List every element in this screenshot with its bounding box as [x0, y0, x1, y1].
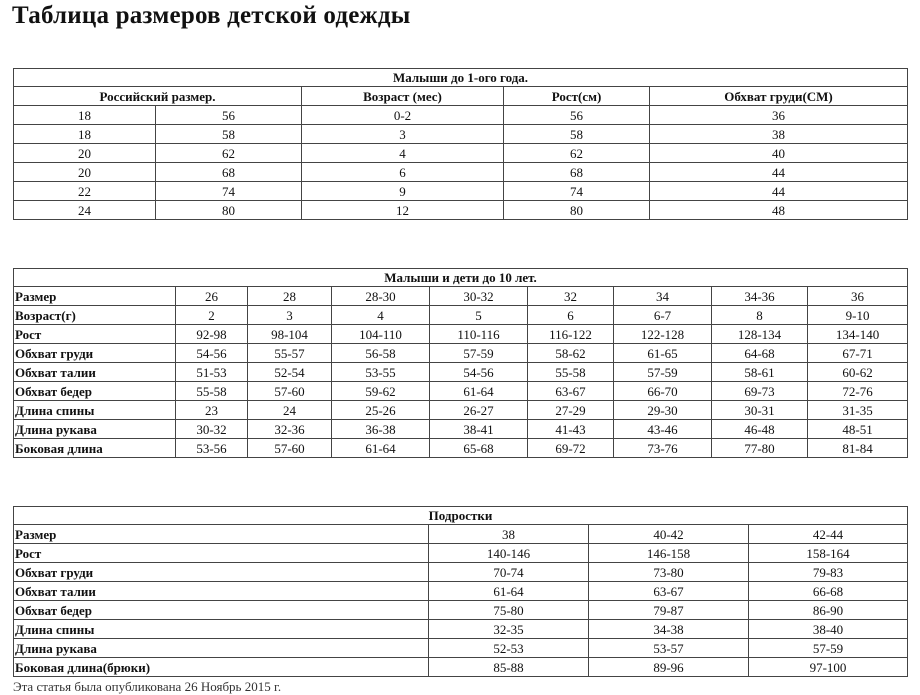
table-cell: 32	[528, 287, 614, 306]
row-label: Обхват талии	[14, 582, 429, 601]
table-cell: 36	[650, 106, 908, 125]
table-cell: 12	[302, 201, 504, 220]
table-row	[14, 544, 908, 563]
table-row	[14, 620, 908, 639]
table-cell: 23	[176, 401, 248, 420]
table-row	[14, 658, 908, 677]
header-russian-size: Российский размер.	[14, 87, 302, 106]
table-cell: 32-36	[248, 420, 332, 439]
table-row	[14, 287, 908, 306]
table-row	[14, 363, 908, 382]
table-row	[14, 344, 908, 363]
table-cell: 73-76	[614, 439, 712, 458]
table-cell: 43-46	[614, 420, 712, 439]
page-title: Таблица размеров детской одежды	[12, 2, 411, 29]
row-label: Боковая длина	[14, 439, 176, 458]
table-cell: 63-67	[589, 582, 749, 601]
table-cell: 65-68	[430, 439, 528, 458]
table-cell: 64-68	[712, 344, 808, 363]
table-cell: 20	[14, 163, 156, 182]
table-cell: 146-158	[589, 544, 749, 563]
table-cell: 92-98	[176, 325, 248, 344]
table-cell: 53-55	[332, 363, 430, 382]
table-cell: 53-56	[176, 439, 248, 458]
row-label: Боковая длина(брюки)	[14, 658, 429, 677]
table-cell: 56	[504, 106, 650, 125]
table-cell: 48-51	[808, 420, 908, 439]
table-cell: 54-56	[176, 344, 248, 363]
table-cell: 75-80	[429, 601, 589, 620]
row-label: Обхват талии	[14, 363, 176, 382]
row-label: Обхват бедер	[14, 382, 176, 401]
table-cell: 57-60	[248, 382, 332, 401]
table-row	[14, 601, 908, 620]
table-cell: 24	[14, 201, 156, 220]
table-cell: 61-65	[614, 344, 712, 363]
table-cell: 8	[712, 306, 808, 325]
table-cell: 70-74	[429, 563, 589, 582]
table-cell: 28-30	[332, 287, 430, 306]
table-cell: 81-84	[808, 439, 908, 458]
table-cell: 44	[650, 182, 908, 201]
table-cell: 61-64	[332, 439, 430, 458]
infants-size-table	[13, 68, 908, 220]
table-cell: 26	[176, 287, 248, 306]
table-cell: 9	[302, 182, 504, 201]
table-cell: 30-31	[712, 401, 808, 420]
table-row	[14, 106, 908, 125]
row-label: Длина рукава	[14, 420, 176, 439]
row-label: Возраст(г)	[14, 306, 176, 325]
kids-caption: Малыши и дети до 10 лет.	[14, 269, 908, 287]
table-row	[14, 144, 908, 163]
row-label: Обхват груди	[14, 344, 176, 363]
table-cell: 59-62	[332, 382, 430, 401]
table-row	[14, 563, 908, 582]
table-cell: 5	[430, 306, 528, 325]
table-cell: 28	[248, 287, 332, 306]
table-cell: 34-36	[712, 287, 808, 306]
table-cell: 3	[248, 306, 332, 325]
table-cell: 57-60	[248, 439, 332, 458]
table-cell: 38	[650, 125, 908, 144]
table-row	[14, 325, 908, 344]
table-row	[14, 382, 908, 401]
table-cell: 20	[14, 144, 156, 163]
teens-caption: Подростки	[14, 507, 908, 525]
table-row	[14, 306, 908, 325]
table-cell: 98-104	[248, 325, 332, 344]
table-cell: 38-40	[749, 620, 908, 639]
row-label: Длина спины	[14, 401, 176, 420]
table-cell: 56	[156, 106, 302, 125]
table-cell: 58-62	[528, 344, 614, 363]
table-cell: 66-68	[749, 582, 908, 601]
row-label: Длина спины	[14, 620, 429, 639]
table-cell: 18	[14, 125, 156, 144]
table-cell: 80	[156, 201, 302, 220]
table-row	[14, 525, 908, 544]
table-cell: 2	[176, 306, 248, 325]
table-cell: 6-7	[614, 306, 712, 325]
table-row	[14, 582, 908, 601]
table-cell: 104-110	[332, 325, 430, 344]
table-cell: 29-30	[614, 401, 712, 420]
table-cell: 66-70	[614, 382, 712, 401]
table-cell: 58	[504, 125, 650, 144]
table-cell: 18	[14, 106, 156, 125]
table-cell: 6	[528, 306, 614, 325]
table-cell: 68	[504, 163, 650, 182]
table-cell: 41-43	[528, 420, 614, 439]
table-row	[14, 401, 908, 420]
table-cell: 25-26	[332, 401, 430, 420]
table-row	[14, 420, 908, 439]
table-cell: 140-146	[429, 544, 589, 563]
table-cell: 68	[156, 163, 302, 182]
table-cell: 134-140	[808, 325, 908, 344]
table-cell: 97-100	[749, 658, 908, 677]
publication-note: Эта статья была опубликована 26 Ноябрь 2015 г.	[13, 679, 282, 694]
infants-caption: Малыши до 1-ого года.	[14, 69, 908, 87]
row-label: Обхват груди	[14, 563, 429, 582]
table-cell: 27-29	[528, 401, 614, 420]
table-cell: 79-83	[749, 563, 908, 582]
table-cell: 24	[248, 401, 332, 420]
table-cell: 62	[504, 144, 650, 163]
table-cell: 122-128	[614, 325, 712, 344]
table-cell: 34	[614, 287, 712, 306]
table-cell: 73-80	[589, 563, 749, 582]
table-row	[14, 182, 908, 201]
table-cell: 40	[650, 144, 908, 163]
table-cell: 57-59	[430, 344, 528, 363]
table-cell: 54-56	[430, 363, 528, 382]
kids-size-table	[13, 268, 908, 458]
header-height-cm: Рост(см)	[504, 87, 650, 106]
table-row	[14, 163, 908, 182]
table-cell: 74	[504, 182, 650, 201]
table-cell: 55-58	[528, 363, 614, 382]
table-cell: 36	[808, 287, 908, 306]
table-row	[14, 639, 908, 658]
table-cell: 4	[302, 144, 504, 163]
table-cell: 79-87	[589, 601, 749, 620]
table-cell: 89-96	[589, 658, 749, 677]
table-cell: 4	[332, 306, 430, 325]
row-label: Размер	[14, 287, 176, 306]
table-cell: 158-164	[749, 544, 908, 563]
table-cell: 80	[504, 201, 650, 220]
teens-size-table	[13, 506, 908, 677]
table-cell: 56-58	[332, 344, 430, 363]
row-label: Рост	[14, 544, 429, 563]
table-cell: 31-35	[808, 401, 908, 420]
row-label: Рост	[14, 325, 176, 344]
table-cell: 85-88	[429, 658, 589, 677]
table-cell: 38	[429, 525, 589, 544]
row-label: Длина рукава	[14, 639, 429, 658]
table-cell: 116-122	[528, 325, 614, 344]
table-row	[14, 125, 908, 144]
table-cell: 61-64	[429, 582, 589, 601]
table-cell: 110-116	[430, 325, 528, 344]
table-cell: 57-59	[614, 363, 712, 382]
table-cell: 52-53	[429, 639, 589, 658]
table-cell: 44	[650, 163, 908, 182]
table-cell: 74	[156, 182, 302, 201]
table-row	[14, 439, 908, 458]
table-cell: 61-64	[430, 382, 528, 401]
table-cell: 22	[14, 182, 156, 201]
header-chest-cm: Обхват груди(СМ)	[650, 87, 908, 106]
table-cell: 38-41	[430, 420, 528, 439]
table-cell: 57-59	[749, 639, 908, 658]
table-cell: 6	[302, 163, 504, 182]
table-cell: 34-38	[589, 620, 749, 639]
table-cell: 69-73	[712, 382, 808, 401]
table-cell: 26-27	[430, 401, 528, 420]
table-cell: 55-57	[248, 344, 332, 363]
table-row	[14, 201, 908, 220]
table-cell: 69-72	[528, 439, 614, 458]
table-cell: 48	[650, 201, 908, 220]
table-cell: 32-35	[429, 620, 589, 639]
table-cell: 0-2	[302, 106, 504, 125]
table-cell: 72-76	[808, 382, 908, 401]
table-cell: 128-134	[712, 325, 808, 344]
table-cell: 53-57	[589, 639, 749, 658]
table-cell: 67-71	[808, 344, 908, 363]
table-cell: 46-48	[712, 420, 808, 439]
table-cell: 63-67	[528, 382, 614, 401]
table-cell: 55-58	[176, 382, 248, 401]
table-cell: 58-61	[712, 363, 808, 382]
table-cell: 30-32	[176, 420, 248, 439]
table-cell: 30-32	[430, 287, 528, 306]
table-cell: 58	[156, 125, 302, 144]
table-cell: 3	[302, 125, 504, 144]
row-label: Обхват бедер	[14, 601, 429, 620]
table-cell: 62	[156, 144, 302, 163]
table-cell: 36-38	[332, 420, 430, 439]
table-cell: 9-10	[808, 306, 908, 325]
table-cell: 60-62	[808, 363, 908, 382]
table-cell: 42-44	[749, 525, 908, 544]
table-cell: 86-90	[749, 601, 908, 620]
header-age-months: Возраст (мес)	[302, 87, 504, 106]
table-cell: 77-80	[712, 439, 808, 458]
row-label: Размер	[14, 525, 429, 544]
table-cell: 40-42	[589, 525, 749, 544]
table-cell: 52-54	[248, 363, 332, 382]
table-cell: 51-53	[176, 363, 248, 382]
